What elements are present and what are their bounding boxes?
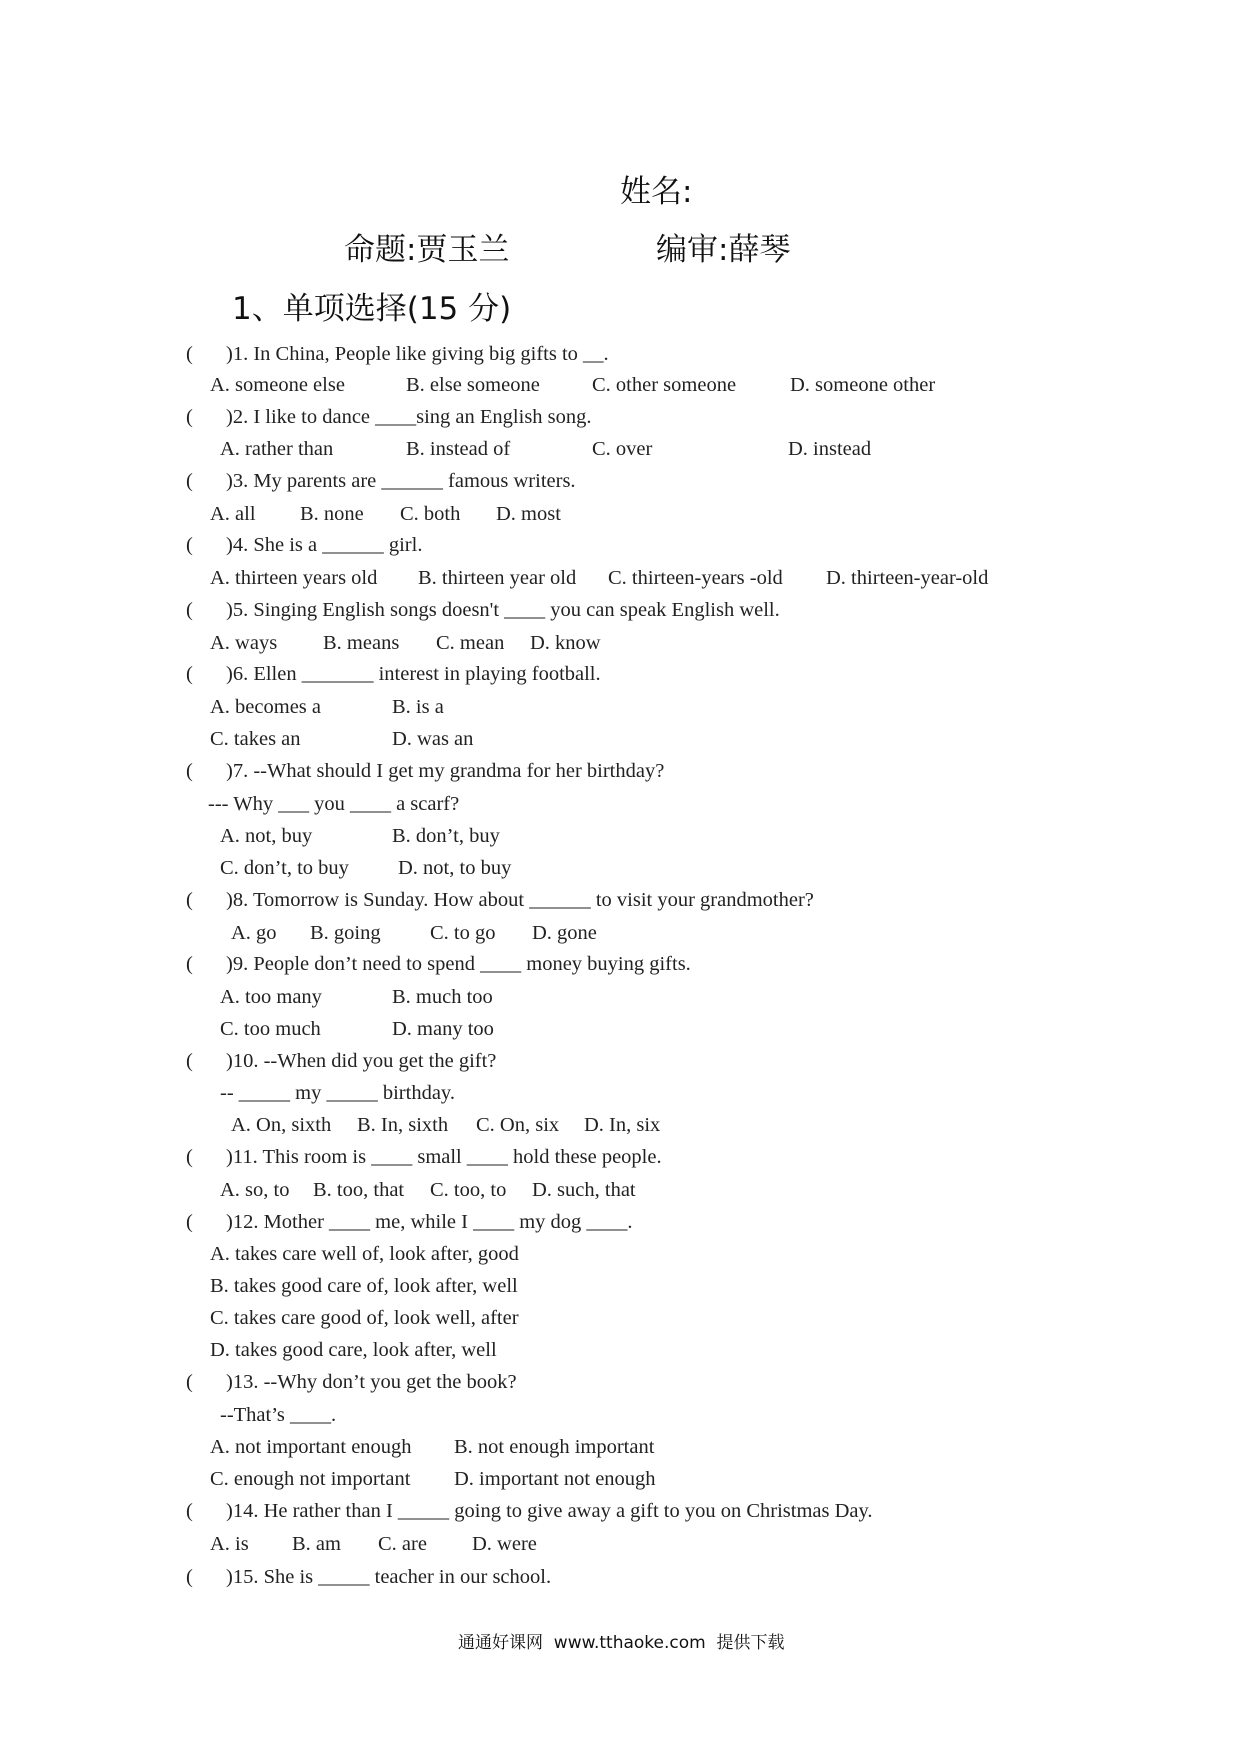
reviewer-label: 编审:薛琴 bbox=[656, 232, 791, 268]
question-stem bbox=[186, 952, 691, 976]
question-stem bbox=[186, 342, 609, 366]
question-text: )3. My parents are ______ famous writers. bbox=[226, 470, 576, 492]
answer-blank: ( bbox=[186, 599, 193, 621]
question-text: )8. Tomorrow is Sunday. How about ______ to visit your grandmother? bbox=[226, 889, 814, 911]
dialogue-response: --That’s ____. bbox=[220, 1404, 337, 1426]
answer-blank: ( bbox=[186, 1500, 193, 1522]
answer-option: A. ways bbox=[210, 632, 278, 654]
answer-option: A. is bbox=[210, 1533, 249, 1555]
answer-option: B. thirteen year old bbox=[418, 567, 577, 589]
answer-blank: ( bbox=[186, 343, 193, 365]
answer-option: C. enough not important bbox=[210, 1468, 411, 1490]
answer-blank: ( bbox=[186, 1566, 193, 1588]
answer-blank: ( bbox=[186, 1211, 193, 1233]
answer-option: C. takes an bbox=[210, 728, 301, 750]
answer-option: C. too, to bbox=[430, 1179, 507, 1201]
answer-option: B. much too bbox=[392, 986, 493, 1008]
answer-option: C. thirteen-years -old bbox=[608, 567, 783, 589]
answer-option: B. instead of bbox=[406, 438, 511, 460]
author-label: 命题:贾玉兰 bbox=[344, 232, 510, 268]
answer-option: D. gone bbox=[532, 922, 597, 944]
answer-option: C. both bbox=[400, 503, 461, 525]
question-stem bbox=[186, 598, 780, 622]
answer-option: B. In, sixth bbox=[357, 1114, 449, 1136]
dialogue-response: -- _____ my _____ birthday. bbox=[220, 1082, 455, 1104]
answer-option: A. takes care well of, look after, good bbox=[210, 1243, 519, 1265]
answer-option: C. over bbox=[592, 438, 653, 460]
question-text: )10. --When did you get the gift? bbox=[226, 1050, 497, 1072]
answer-option: B. am bbox=[292, 1533, 341, 1555]
name-label: 姓名: bbox=[620, 174, 693, 210]
answer-blank: ( bbox=[186, 1146, 193, 1168]
answer-option: A. all bbox=[210, 503, 256, 525]
answer-option: D. thirteen-year-old bbox=[826, 567, 989, 589]
question-stem bbox=[186, 1049, 496, 1073]
answer-option: C. too much bbox=[220, 1018, 321, 1040]
answer-option: B. is a bbox=[392, 696, 444, 718]
answer-option: A. so, to bbox=[220, 1179, 290, 1201]
answer-option: A. not important enough bbox=[210, 1436, 412, 1458]
question-stem bbox=[186, 759, 664, 783]
question-stem bbox=[186, 1145, 662, 1169]
question-text: )5. Singing English songs doesn't ____ you can speak English well. bbox=[226, 599, 780, 621]
question-stem bbox=[186, 1565, 551, 1589]
question-text: )11. This room is ____ small ____ hold these people. bbox=[226, 1146, 662, 1168]
answer-blank: ( bbox=[186, 889, 193, 911]
answer-option: A. go bbox=[231, 922, 277, 944]
question-text: )1. In China, People like giving big gifts to __. bbox=[226, 343, 609, 365]
answer-option: A. too many bbox=[220, 986, 322, 1008]
answer-option: D. instead bbox=[788, 438, 872, 460]
question-text: )6. Ellen _______ interest in playing football. bbox=[226, 663, 601, 685]
question-stem bbox=[186, 1210, 633, 1234]
question-text: )7. --What should I get my grandma for her birthday? bbox=[226, 760, 665, 782]
answer-option: D. were bbox=[472, 1533, 537, 1555]
question-stem bbox=[186, 1499, 873, 1523]
answer-blank: ( bbox=[186, 1050, 193, 1072]
question-stem bbox=[186, 533, 422, 557]
question-text: )15. She is _____ teacher in our school. bbox=[226, 1566, 552, 1588]
question-stem bbox=[186, 405, 592, 429]
answer-option: C. are bbox=[378, 1533, 427, 1555]
answer-option: D. In, six bbox=[584, 1114, 661, 1136]
answer-blank: ( bbox=[186, 470, 193, 492]
answer-option: A. becomes a bbox=[210, 696, 321, 718]
question-text: )9. People don’t need to spend ____ money buying gifts. bbox=[226, 953, 691, 975]
answer-option: A. rather than bbox=[220, 438, 334, 460]
answer-option: A. thirteen years old bbox=[210, 567, 378, 589]
answer-option: D. such, that bbox=[532, 1179, 636, 1201]
answer-option: C. other someone bbox=[592, 374, 737, 396]
answer-blank: ( bbox=[186, 760, 193, 782]
answer-option: D. know bbox=[530, 632, 601, 654]
question-stem bbox=[186, 662, 601, 686]
question-stem bbox=[186, 888, 814, 912]
answer-option: B. means bbox=[323, 632, 400, 654]
answer-option: B. not enough important bbox=[454, 1436, 655, 1458]
footer-credit: 通通好课网 www.tthaoke.com 提供下载 bbox=[458, 1633, 785, 1653]
section-title: 1、单项选择(15 分) bbox=[232, 291, 512, 327]
answer-option: B. don’t, buy bbox=[392, 825, 500, 847]
answer-option: D. was an bbox=[392, 728, 474, 750]
dialogue-response: --- Why ___ you ____ a scarf? bbox=[208, 793, 460, 815]
answer-option: A. not, buy bbox=[220, 825, 313, 847]
answer-blank: ( bbox=[186, 534, 193, 556]
answer-option: C. don’t, to buy bbox=[220, 857, 349, 879]
answer-option: B. takes good care of, look after, well bbox=[210, 1275, 518, 1297]
answer-option: D. someone other bbox=[790, 374, 936, 396]
answer-blank: ( bbox=[186, 1371, 193, 1393]
answer-option: C. to go bbox=[430, 922, 496, 944]
question-stem bbox=[186, 469, 576, 493]
answer-option: D. takes good care, look after, well bbox=[210, 1339, 497, 1361]
answer-option: B. else someone bbox=[406, 374, 540, 396]
answer-option: B. too, that bbox=[313, 1179, 405, 1201]
question-text: )4. She is a ______ girl. bbox=[226, 534, 423, 556]
answer-option: C. mean bbox=[436, 632, 505, 654]
question-text: )14. He rather than I _____ going to give away a gift to you on Christmas Day. bbox=[226, 1500, 873, 1522]
question-stem bbox=[186, 1370, 517, 1394]
answer-option: D. not, to buy bbox=[398, 857, 512, 879]
answer-option: D. many too bbox=[392, 1018, 494, 1040]
answer-blank: ( bbox=[186, 406, 193, 428]
answer-blank: ( bbox=[186, 953, 193, 975]
answer-option: D. most bbox=[496, 503, 561, 525]
answer-option: A. someone else bbox=[210, 374, 345, 396]
answer-option: C. takes care good of, look well, after bbox=[210, 1307, 519, 1329]
answer-option: A. On, sixth bbox=[231, 1114, 332, 1136]
question-text: )2. I like to dance ____sing an English song. bbox=[226, 406, 592, 428]
question-text: )13. --Why don’t you get the book? bbox=[226, 1371, 517, 1393]
answer-option: B. none bbox=[300, 503, 364, 525]
question-text: )12. Mother ____ me, while I ____ my dog ____. bbox=[226, 1211, 633, 1233]
answer-option: C. On, six bbox=[476, 1114, 560, 1136]
answer-option: B. going bbox=[310, 922, 381, 944]
answer-option: D. important not enough bbox=[454, 1468, 656, 1490]
answer-blank: ( bbox=[186, 663, 193, 685]
